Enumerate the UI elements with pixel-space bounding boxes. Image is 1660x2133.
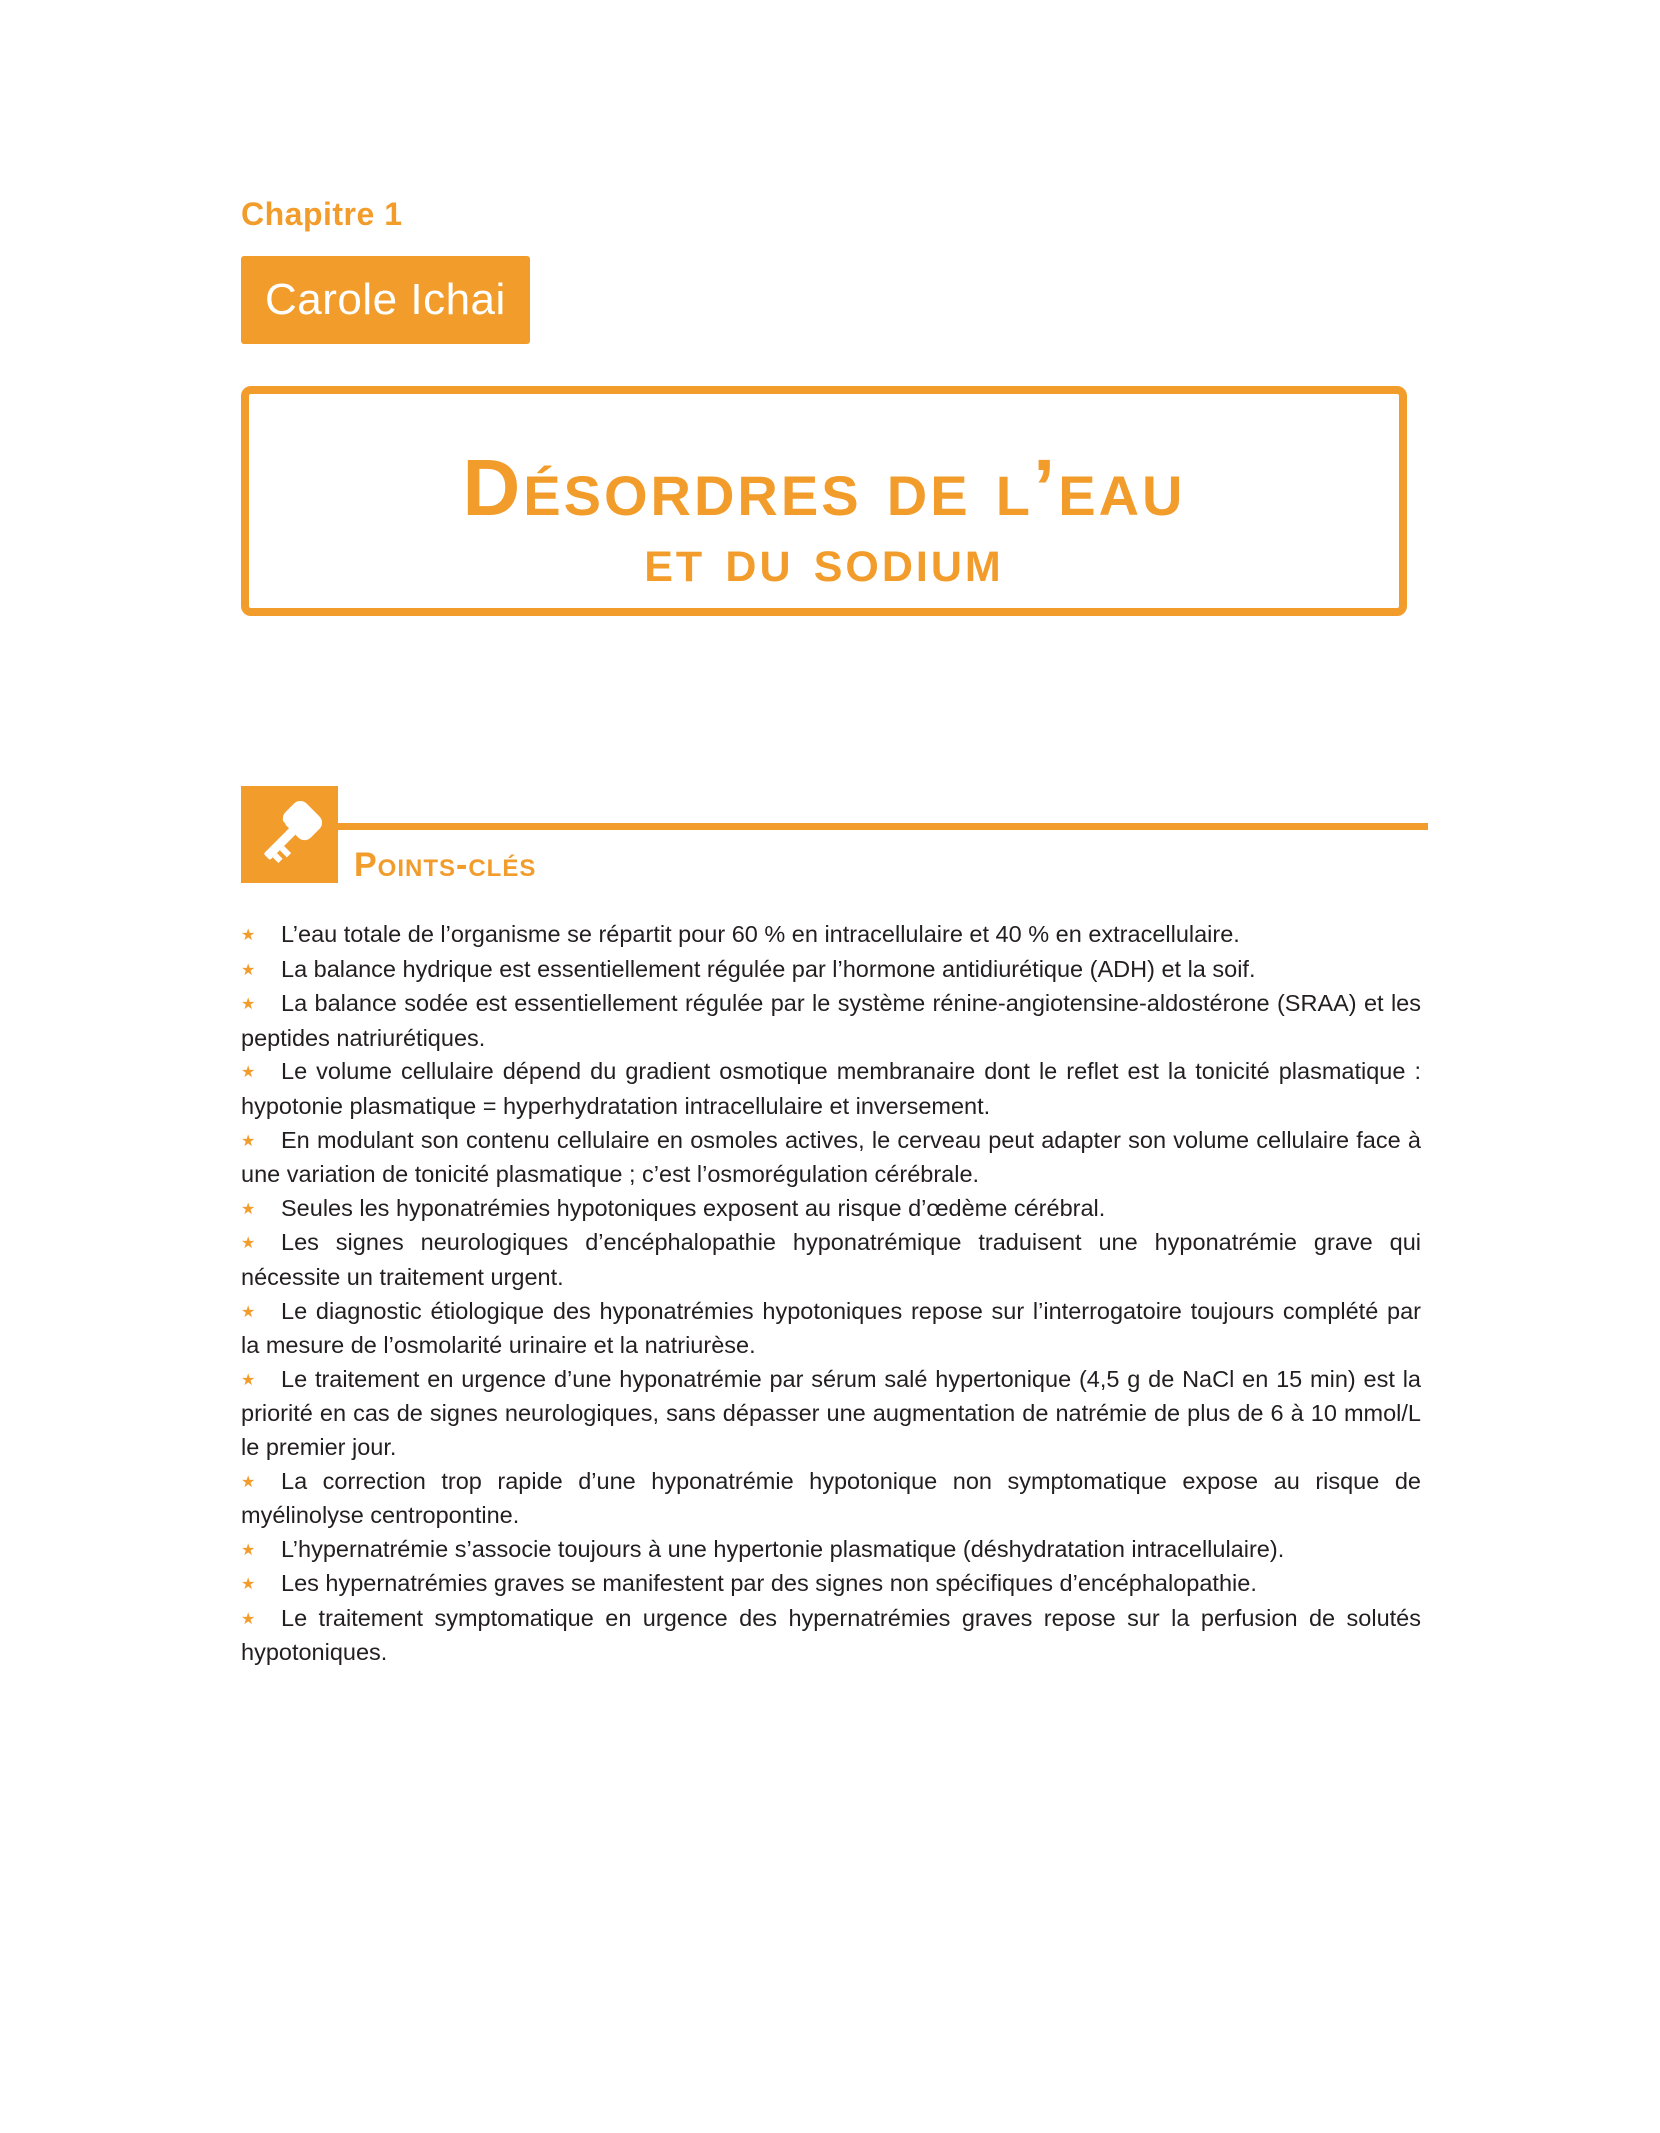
author-name: Carole Ichai: [265, 275, 506, 324]
author-box: [241, 256, 530, 344]
key-icon: [241, 786, 338, 883]
title-line-2: et du sodium: [644, 526, 1004, 595]
list-item: [241, 1567, 1421, 1602]
title-frame: [241, 386, 1407, 616]
star-icon: ★: [241, 1064, 256, 1082]
list-item: [241, 918, 1421, 953]
list-item: [241, 1226, 1421, 1294]
list-item: [241, 1363, 1421, 1465]
star-icon: ★: [241, 996, 256, 1014]
list-item: [241, 1602, 1421, 1670]
list-item: [241, 953, 1421, 988]
list-item-text: L’hypernatrémie s’associe toujours à une hypertonie plasmatique (déshydratation intracellulaire).: [281, 1535, 1285, 1562]
list-item: [241, 987, 1421, 1055]
list-item: [241, 1295, 1421, 1363]
list-item-text: Le traitement en urgence d’une hyponatrémie par sérum salé hypertonique (4,5 g de NaCl en 15 min) est la priorité en cas de signes neurologiques, sans dépasser une augmentation de natrémie de plus de 6 à 10 mmol/L le premier jour.: [241, 1365, 1421, 1460]
list-item: [241, 1192, 1421, 1227]
star-icon: ★: [241, 1303, 256, 1321]
list-item: [241, 1055, 1421, 1123]
list-item-text: En modulant son contenu cellulaire en osmoles actives, le cerveau peut adapter son volume cellulaire face à une variation de tonicité plasmatique ; c’est l’osmorégulation cérébrale.: [241, 1126, 1421, 1188]
list-item: [241, 1533, 1421, 1568]
list-item: [241, 1465, 1421, 1533]
list-item-text: Les signes neurologiques d’encéphalopathie hyponatrémique traduisent une hyponatrémie grave qui nécessite un traitement urgent.: [241, 1229, 1421, 1290]
list-item: [241, 1124, 1421, 1192]
list-item-text: Le diagnostic étiologique des hyponatrémies hypotoniques repose sur l’interrogatoire toujours complété par la mesure de l’osmolarité urinaire et la natriurèse.: [241, 1297, 1421, 1359]
star-icon: ★: [241, 961, 256, 979]
star-icon: ★: [241, 1541, 256, 1559]
star-icon: ★: [241, 1371, 256, 1389]
star-icon: ★: [241, 1132, 256, 1150]
list-item-text: Seules les hyponatrémies hypotoniques exposent au risque d’œdème cérébral.: [281, 1194, 1106, 1221]
list-item-text: Le volume cellulaire dépend du gradient osmotique membranaire dont le reflet est la tonicité plasmatique : hypotonie plasmatique = hyperhydratation intracellulaire et inversement.: [241, 1058, 1421, 1119]
star-icon: ★: [241, 1235, 256, 1253]
list-item-text: Le traitement symptomatique en urgence des hypernatrémies graves repose sur la perfusion de solutés hypotoniques.: [241, 1604, 1421, 1666]
list-item-text: La balance hydrique est essentiellement régulée par l’hormone antidiurétique (ADH) et la soif.: [281, 955, 1256, 982]
star-icon: ★: [241, 1610, 256, 1628]
key-points-heading: Points-clés: [354, 846, 537, 884]
list-item-text: La balance sodée est essentiellement régulée par le système rénine-angiotensine-aldostérone (SRAA) et les peptides natriurétiques.: [241, 990, 1421, 1051]
star-icon: ★: [241, 927, 256, 944]
list-item-text: Les hypernatrémies graves se manifestent par des signes non spécifiques d’encéphalopathie.: [281, 1570, 1257, 1597]
key-points-list: [241, 918, 1421, 1670]
title-line-1: Désordres de l’eau: [462, 443, 1186, 532]
star-icon: ★: [241, 1200, 256, 1218]
chapter-label: Chapitre 1: [241, 196, 403, 232]
list-item-text: La correction trop rapide d’une hyponatrémie hypotonique non symptomatique expose au risque de myélinolyse centropontine.: [241, 1467, 1421, 1529]
star-icon: ★: [241, 1473, 256, 1491]
list-item-text: L’eau totale de l’organisme se répartit pour 60 % en intracellulaire et 40 % en extracellulaire.: [281, 921, 1240, 947]
key-points-badge: [241, 786, 338, 883]
star-icon: ★: [241, 1576, 256, 1594]
key-points-rule: [338, 823, 1428, 830]
